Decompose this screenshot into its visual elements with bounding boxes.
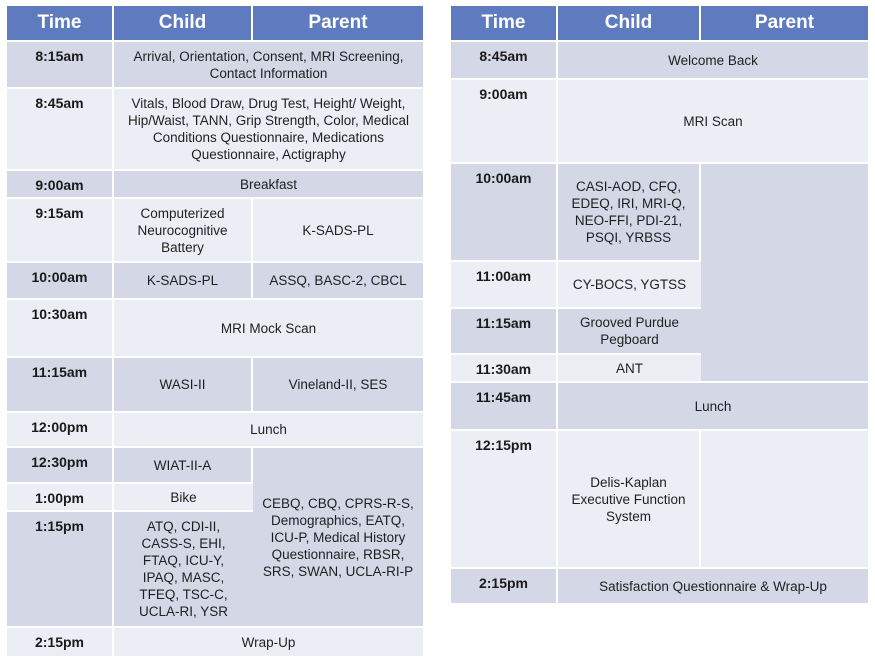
table-row xyxy=(7,89,423,171)
time-cell: 11:45am xyxy=(451,383,558,431)
time-cell: 11:15am xyxy=(451,309,558,355)
parent-header: Parent xyxy=(701,6,868,42)
activity-cell: MRI Scan xyxy=(558,80,868,164)
time-cell: 9:00am xyxy=(7,171,114,199)
parent-activity-cell: CEBQ, CBQ, CPRS-R-S, Demographics, EATQ, ICU-P, Medical History Questionnaire, RBSR, SRS, SWAN, UCLA-RI-P xyxy=(253,448,423,628)
child-activity-cell: Delis-Kaplan Executive Function System xyxy=(558,431,701,569)
time-cell: 10:00am xyxy=(7,263,114,300)
activity-cell: Vitals, Blood Draw, Drug Test, Height/ Weight, Hip/Waist, TANN, Grip Strength, Color, Medical Conditions Questionnaire, Medications Questionnaire, Actigraphy xyxy=(114,89,423,171)
parent-empty-cell xyxy=(701,431,868,569)
parent-header: Parent xyxy=(253,6,423,42)
table-row xyxy=(7,42,423,89)
child-activity-cell: K-SADS-PL xyxy=(114,263,253,300)
time-cell: 2:15pm xyxy=(7,628,114,658)
table-row xyxy=(7,358,423,413)
time-cell: 1:00pm xyxy=(7,484,114,512)
time-header: Time xyxy=(7,6,114,42)
activity-cell: Arrival, Orientation, Consent, MRI Screening, Contact Information xyxy=(114,42,423,89)
child-activity-cell: Grooved Purdue Pegboard xyxy=(558,309,701,355)
activity-cell: Breakfast xyxy=(114,171,423,199)
time-cell: 11:00am xyxy=(451,262,558,309)
time-cell: 8:45am xyxy=(7,89,114,171)
day1-schedule-table xyxy=(7,6,423,658)
table-row xyxy=(451,80,868,164)
parent-activity-cell: K-SADS-PL xyxy=(253,199,423,263)
time-cell: 12:30pm xyxy=(7,448,114,484)
table-row xyxy=(7,448,423,484)
time-cell: 9:00am xyxy=(451,80,558,164)
activity-cell: Welcome Back xyxy=(558,42,868,80)
activity-cell: Lunch xyxy=(558,383,868,431)
activity-cell: MRI Mock Scan xyxy=(114,300,423,358)
table-row xyxy=(7,199,423,263)
day2-schedule-table xyxy=(451,6,868,605)
activity-cell: Satisfaction Questionnaire & Wrap-Up xyxy=(558,569,868,605)
table-row xyxy=(7,300,423,358)
table-row xyxy=(451,42,868,80)
parent-activity-cell: Vineland-II, SES xyxy=(253,358,423,413)
child-activity-cell: Bike xyxy=(114,484,253,512)
table-row xyxy=(7,171,423,199)
table-row xyxy=(7,413,423,448)
parent-activity-cell: ASSQ, BASC-2, CBCL xyxy=(253,263,423,300)
time-cell: 9:15am xyxy=(7,199,114,263)
time-cell: 12:15pm xyxy=(451,431,558,569)
time-header: Time xyxy=(451,6,558,42)
activity-cell: Lunch xyxy=(114,413,423,448)
time-cell: 8:45am xyxy=(451,42,558,80)
child-header: Child xyxy=(114,6,253,42)
parent-empty-cell xyxy=(701,164,868,383)
child-activity-cell: ANT xyxy=(558,355,701,383)
time-cell: 10:30am xyxy=(7,300,114,358)
table-row xyxy=(7,263,423,300)
time-cell: 11:15am xyxy=(7,358,114,413)
child-activity-cell: ATQ, CDI-II, CASS-S, EHI, FTAQ, ICU-Y, IPAQ, MASC, TFEQ, TSC-C, UCLA-RI, YSR xyxy=(114,512,253,628)
child-activity-cell: Computerized Neurocognitive Battery xyxy=(114,199,253,263)
child-activity-cell: CY-BOCS, YGTSS xyxy=(558,262,701,309)
child-activity-cell: WIAT-II-A xyxy=(114,448,253,484)
time-cell: 8:15am xyxy=(7,42,114,89)
table-row xyxy=(7,628,423,658)
activity-cell: Wrap-Up xyxy=(114,628,423,658)
header-row xyxy=(7,6,423,42)
child-activity-cell: CASI-AOD, CFQ, EDEQ, IRI, MRI-Q, NEO-FFI, PDI-21, PSQI, YRBSS xyxy=(558,164,701,262)
time-cell: 11:30am xyxy=(451,355,558,383)
header-row xyxy=(451,6,868,42)
child-header: Child xyxy=(558,6,701,42)
table-row xyxy=(451,164,868,262)
child-activity-cell: WASI-II xyxy=(114,358,253,413)
time-cell: 1:15pm xyxy=(7,512,114,628)
time-cell: 10:00am xyxy=(451,164,558,262)
time-cell: 12:00pm xyxy=(7,413,114,448)
table-row xyxy=(451,569,868,605)
table-row xyxy=(451,383,868,431)
time-cell: 2:15pm xyxy=(451,569,558,605)
table-row xyxy=(451,431,868,569)
